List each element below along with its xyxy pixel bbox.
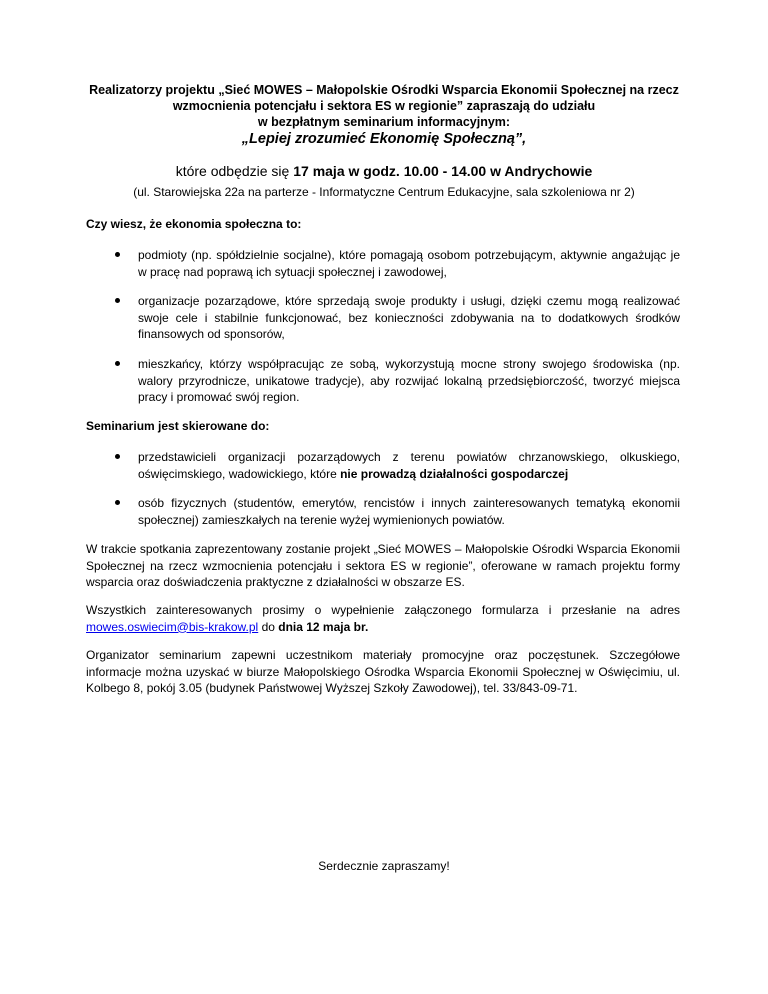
list-item (86, 356, 680, 406)
bullet-icon (115, 361, 120, 366)
paragraph-project-info: W trakcie spotkania zaprezentowany zostanie projekt „Sieć MOWES – Małopolskie Ośrodki Wsparcia Ekonomii Społecznej na rzecz wzmocnienia potencjału i sektora ES w regionie”, oferowane w ramach projektu formy wsparcia oraz doświadczenia praktyczne z działalności w obszarze ES. (86, 542, 680, 589)
list-item-text: organizacje pozarządowe, które sprzedają swoje produkty i usługi, dzięki czemu mogą realizować swoje cele i stabilnie funkcjonować, bez konieczności zdobywania na to dodatkowych środków finansowych od sponsorów, (138, 294, 680, 341)
seminar-title: „Lepiej zrozumieć Ekonomię Społeczną”, (241, 131, 527, 147)
paragraph-organizer-info: Organizator seminarium zapewni uczestnikom materiały promocyjne oraz poczęstunek. Szczegółowe informacje można uzyskać w biurze Małopolskiego Ośrodka Wsparcia Ekonomii Społecznej w Oświęcimiu, ul. Kolbego 8, pokój 3.05 (budynek Państwowej Wyższej Szkoły Zawodowej), tel. 33/843-09-71. (86, 648, 680, 695)
header-line-1: Realizatorzy projektu „Sieć MOWES – Małopolskie Ośrodki Wsparcia Ekonomii Społecznej na rzecz (89, 83, 679, 97)
audience-bold-text: nie prowadzą działalności gospodarczej (340, 466, 569, 481)
deadline-prefix: do (258, 619, 279, 634)
bullet-icon (115, 454, 120, 459)
list-item (86, 293, 680, 343)
deadline-date: dnia 12 maja br. (278, 619, 369, 634)
paragraph-registration (86, 602, 680, 635)
event-prefix: które odbędzie się (175, 163, 294, 179)
list-item (86, 495, 680, 528)
header-line-3: w bezpłatnym seminarium informacyjnym: (257, 115, 511, 129)
event-date-time: 17 maja w godz. 10.00 - 14.00 w Andrychowie (293, 163, 593, 179)
list-item (86, 449, 680, 482)
email-link[interactable]: mowes.oswiecim@bis-krakow.pl (86, 619, 259, 634)
bullet-icon (115, 298, 120, 303)
section-heading-economy: Czy wiesz, że ekonomia społeczna to: (86, 217, 302, 231)
event-date-location (60, 162, 708, 180)
bullet-icon (115, 500, 120, 505)
invitation-header (60, 82, 708, 147)
section-heading-audience: Seminarium jest skierowane do: (86, 419, 270, 433)
list-item-text: podmioty (np. spółdzielnie socjalne), które pomagają osobom potrzebującym, aktywnie angażując je w pracę nad poprawą ich sytuacji społecznej i zawodowej, (138, 248, 680, 279)
list-item-text: mieszkańcy, którzy współpracując ze sobą, wykorzystują mocne strony swojego środowiska (np. walory przyrodnicze, unikatowe tradycje), aby rozwijać lokalną przedsiębiorczość, tworzyć miejsca pracy i promować swój region. (138, 357, 680, 404)
closing-invitation: Serdecznie zapraszamy! (318, 859, 450, 873)
bullet-icon (115, 252, 120, 257)
list-item-text: osób fizycznych (studentów, emerytów, rencistów i innych zainteresowanych tematyką ekonomii społecznej) zamieszkałych na terenie wyżej wymienionych powiatów. (138, 496, 680, 527)
registration-text: Wszystkich zainteresowanych prosimy o wypełnienie załączonego formularza i przesłanie na adres (86, 603, 680, 617)
event-address: (ul. Starowiejska 22a na parterze - Informatyczne Centrum Edukacyjne, sala szkoleniowa nr 2) (133, 185, 635, 199)
list-item-text (138, 449, 680, 482)
header-line-2: wzmocnienia potencjału i sektora ES w regionie” zapraszają do udziału (172, 99, 596, 113)
audience-text: przedstawicieli organizacji pozarządowych z terenu powiatów chrzanowskiego, olkuskiego, oświęcimskiego, wadowickiego, które (138, 450, 680, 481)
list-item (86, 247, 680, 280)
